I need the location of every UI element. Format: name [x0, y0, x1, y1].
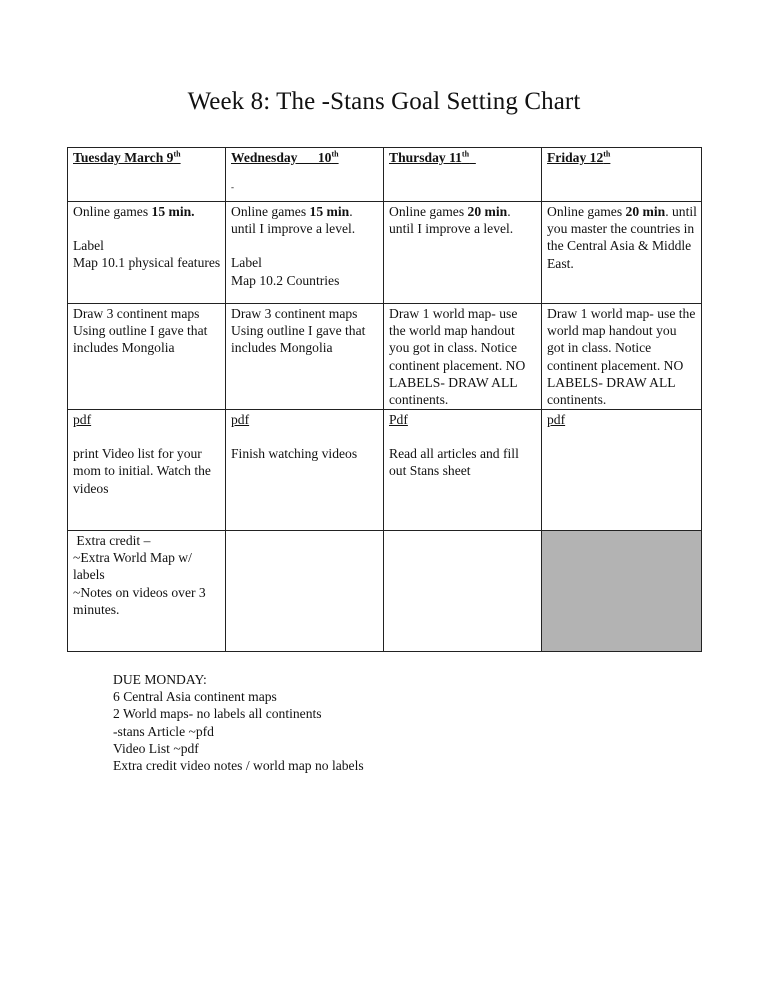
- table-row-extra-credit: [68, 531, 702, 652]
- cell-text: ~Extra World Map w/ labels: [73, 550, 196, 583]
- header-superscript: th: [603, 149, 611, 159]
- due-heading: DUE MONDAY:: [113, 672, 207, 687]
- header-superscript: th: [173, 149, 181, 159]
- header-cell-thursday: [384, 148, 542, 202]
- cell-text: Draw 3 continent maps Using outline I gave that includes Mongolia: [73, 306, 211, 356]
- table-cell-shaded: [542, 531, 702, 652]
- due-item: 2 World maps- no labels all continents: [113, 706, 322, 722]
- table-cell: [226, 410, 384, 531]
- table-cell: [542, 304, 702, 410]
- header-superscript: th: [461, 149, 470, 159]
- cell-text: Draw 3 continent maps Using outline I gave that includes Mongolia: [231, 306, 369, 356]
- due-item: -stans Article ~pfd: [113, 723, 214, 739]
- table-cell: [542, 202, 702, 304]
- table-cell: [384, 410, 542, 531]
- header-text: Friday 12: [547, 150, 604, 165]
- pdf-link[interactable]: pdf: [547, 412, 566, 427]
- cell-text: Online games 20 min. until you master the countries in the Central Asia & Middle East.: [547, 204, 701, 271]
- table-cell: [68, 410, 226, 531]
- table-cell: [384, 202, 542, 304]
- pdf-link[interactable]: pdf: [73, 412, 92, 427]
- table-cell: [226, 202, 384, 304]
- cell-text: Online games 15 min.: [73, 204, 195, 219]
- table-cell-empty: [226, 531, 384, 652]
- table-row-online-games: [68, 202, 702, 304]
- header-cell-tuesday: [68, 148, 226, 202]
- table-cell: [68, 304, 226, 410]
- pdf-link[interactable]: pdf: [231, 412, 250, 427]
- due-item: 6 Central Asia continent maps: [113, 689, 277, 705]
- table-cell: [68, 202, 226, 304]
- due-item: Video List ~pdf: [113, 740, 199, 756]
- table-cell-empty: [384, 531, 542, 652]
- header-text: Wednesday 10: [231, 150, 332, 165]
- pdf-link[interactable]: Pdf: [389, 412, 408, 427]
- cell-text: Read all articles and fill out Stans sheet: [389, 446, 523, 479]
- header-text: Tuesday March 9: [73, 150, 174, 165]
- header-cell-wednesday: [226, 148, 384, 202]
- cell-text: Draw 1 world map- use the world map handout you got in class. Notice continent placement. NO LABELS- DRAW ALL continents.: [389, 306, 529, 408]
- header-cell-friday: [542, 148, 702, 202]
- cell-text: Label: [231, 255, 262, 271]
- cell-text: Finish watching videos: [231, 446, 358, 462]
- header-stub-mark: -: [231, 182, 234, 193]
- table-cell: [384, 304, 542, 410]
- table-cell: [542, 410, 702, 531]
- header-text: Thursday 11: [389, 150, 462, 165]
- cell-text: Map 10.2 Countries: [231, 272, 340, 288]
- page-title: Week 8: The -Stans Goal Setting Chart: [187, 88, 581, 115]
- due-monday-list: [113, 671, 364, 774]
- table-cell: [68, 531, 226, 652]
- cell-text: Online games 15 min. until I improve a level.: [231, 204, 356, 237]
- header-superscript: th: [331, 149, 339, 159]
- cell-text: Online games 20 min. until I improve a level.: [389, 204, 514, 237]
- table-row-pdf: [68, 410, 702, 531]
- cell-text: ~Notes on videos over 3 minutes.: [73, 584, 210, 617]
- table-row-header: [68, 148, 702, 202]
- cell-text: Extra credit –: [73, 533, 151, 548]
- table-row-draw-maps: [68, 304, 702, 410]
- goal-setting-table: [67, 147, 702, 652]
- due-item: Extra credit video notes / world map no labels: [113, 758, 364, 774]
- table-cell: [226, 304, 384, 410]
- cell-text: Draw 1 world map- use the world map handout you got in class. Notice continent placement. NO LABELS- DRAW ALL continents.: [547, 306, 699, 408]
- cell-text: Label: [73, 238, 104, 254]
- cell-text: print Video list for your mom to initial. Watch the videos: [73, 446, 215, 496]
- cell-text: Map 10.1 physical features: [73, 255, 221, 271]
